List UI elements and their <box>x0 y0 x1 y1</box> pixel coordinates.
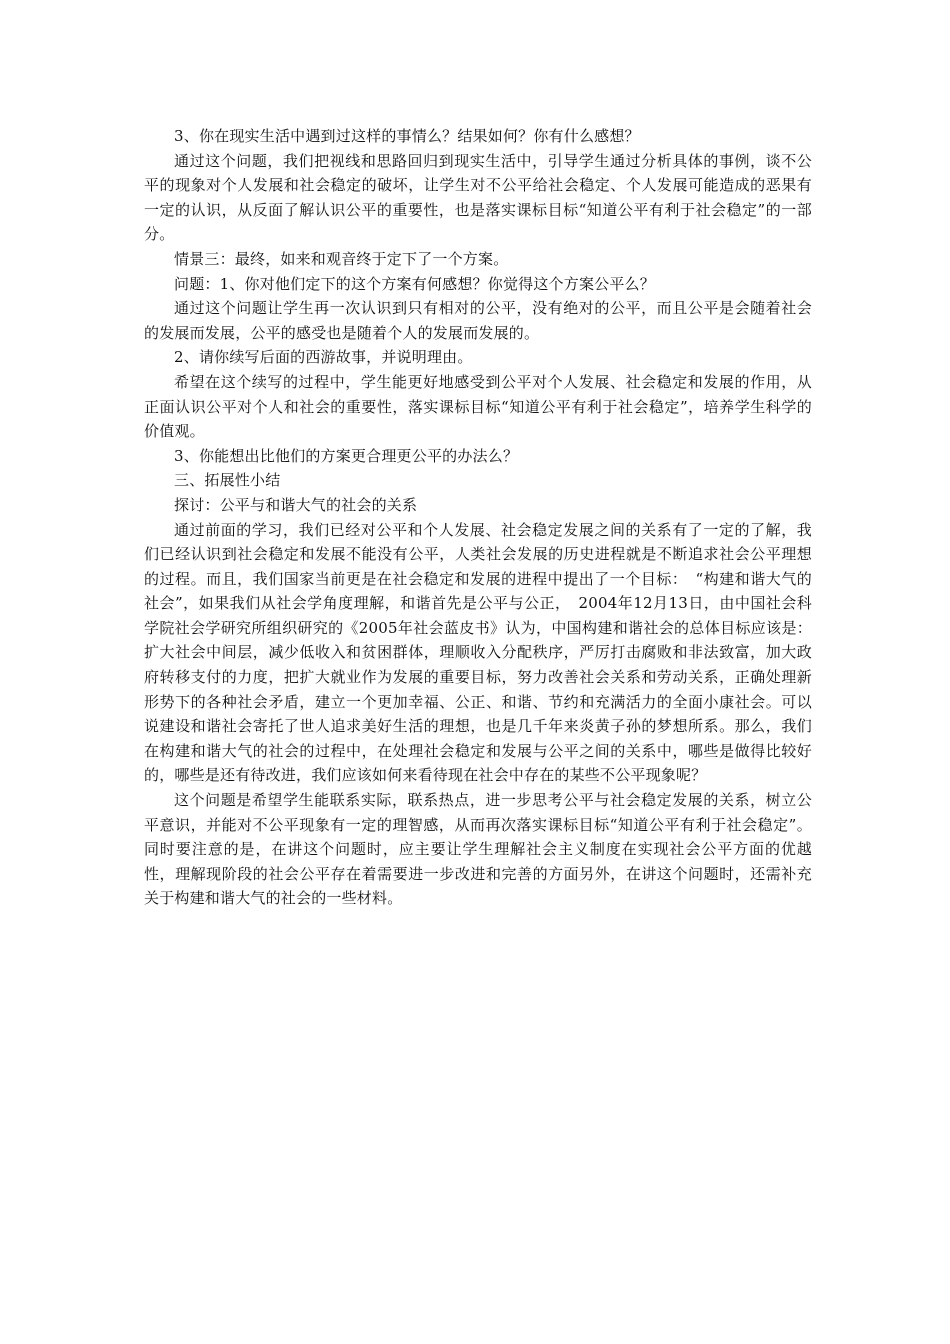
question-3-better-plan: 3、你能想出比他们的方案更合理更公平的办法么？ <box>174 446 519 465</box>
closing-paragraph: 这个问题是希望学生能联系实际，联系热点，进一步思考公平与社会稳定发展的关系，树立公平意识，并能对不公平现象有一定的理智感，从而再次落实课标目标“知道公平有利于社会稳定”。同时要注意的是，在讲这个问题时，应主要让学生理解社会主义制度在实现社会公平方面的优越性，理解现阶段的社会公平存在着需要进一步改进和完善的方面另外，在讲这个问题时，还需补充关于构建和谐大气的社会的一些材料。 <box>144 791 812 908</box>
question-3-real-life: 3、你在现实生活中遇到过这样的事情么？结果如何？你有什么感想？ <box>174 127 640 145</box>
discussion-topic: 探讨：公平与和谐大气的社会的关系 <box>174 495 418 514</box>
question-2-continue-story: 2、请你续写后面的西游故事，并说明理由。 <box>174 348 473 367</box>
explanation-paragraph-2: 通过这个问题让学生再一次认识到只有相对的公平，没有绝对的公平，而且公平是会随着社会的发展而发展，公平的感受也是随着个人的发展而发展的。 <box>144 299 812 342</box>
discussion-body: 通过前面的学习，我们已经对公平和个人发展、社会稳定发展之间的关系有了一定的了解，我们已经认识到社会稳定和发展不能没有公平，人类社会发展的历史进程就是不断追求社会公平理想的过程。而且，我们国家当前更是在社会稳定和发展的进程中提出了一个目标： “构建和谐大气的社会”，如果我们从社会学角度理解，和谐首先是公平与公正， 2004年12月13日，由中国社会科学院社会学研究所组织研究的《2005年社会蓝皮书》认为，中国构建和谐社会的总体目标应该是：扩大社会中间层，减少低收入和贫困群体，理顺收入分配秩序，严厉打击腐败和非法致富，加大政府转移支付的力度，把扩大就业作为发展的重要目标，努力改善社会关系和劳动关系，正确处理新形势下的各种社会矛盾，建立一个更加幸福、公正、和谐、节约和充满活力的全面小康社会。可以说建设和谐社会寄托了世人追求美好生活的理想，也是几千年来炎黄子孙的梦想所系。那么，我们在构建和谐大气的社会的过程中，在处理社会稳定和发展与公平之间的关系中，哪些是做得比较好的，哪些是还有待改进，我们应该如何来看待现在社会中存在的某些不公平现象呢？ <box>144 520 812 785</box>
section-heading-summary: 三、拓展性小结 <box>174 471 281 490</box>
scenario-3: 情景三：最终，如来和观音终于定下了一个方案。 <box>174 249 509 268</box>
document-page <box>144 124 812 911</box>
explanation-paragraph-3: 希望在这个续写的过程中，学生能更好地感受到公平对个人发展、社会稳定和发展的作用，从正面认识公平对个人和社会的重要性，落实课标目标“知道公平有利于社会稳定”，培养学生科学的价值观。 <box>144 372 812 441</box>
explanation-paragraph-1: 通过这个问题，我们把视线和思路回归到现实生活中，引导学生通过分析具体的事例，谈不公平的现象对个人发展和社会稳定的破坏，让学生对不公平给社会稳定、个人发展可能造成的恶果有一定的认识，从反面了解认识公平的重要性，也是落实课标目标“知道公平有利于社会稳定”的一部分。 <box>144 151 812 244</box>
question-1-plan: 问题：1、你对他们定下的这个方案有何感想？你觉得这个方案公平么？ <box>174 274 655 293</box>
